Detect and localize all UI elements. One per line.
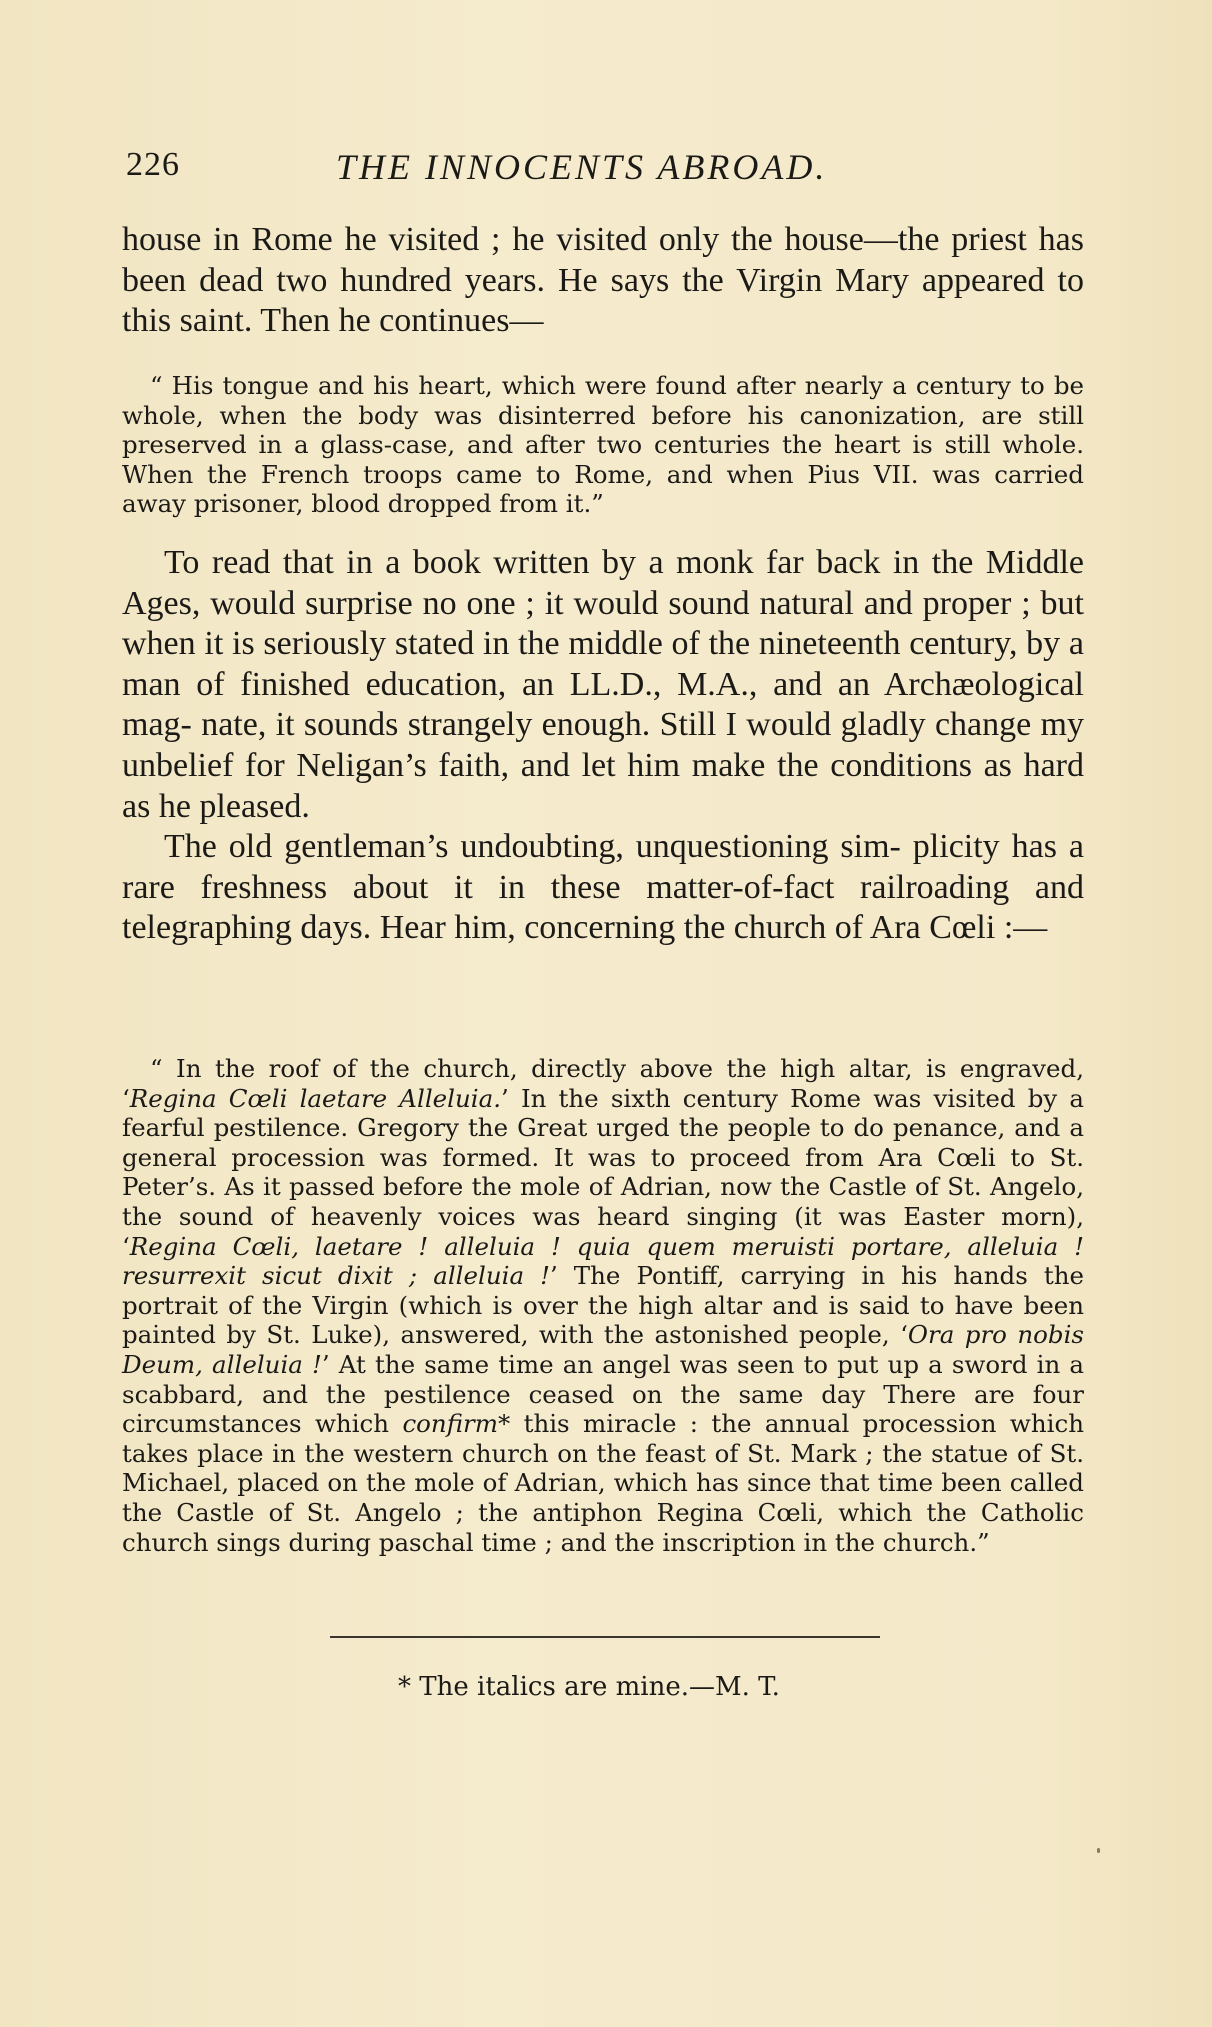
quotation-tongue-and-heart: “ His tongue and his heart, which were found after nearly a century to be whole, when the body was disinterred before his canonization, are still preserved in a glass-case, and after two centuries the heart is still whole. When the French troops came to Rome, and when Pius VII. was carried away prisoner, blood dropped from it.” [122, 371, 1084, 519]
quote-text-1: “ In the roof of the church, directly above the high altar, is engraved, ‘ [122, 1054, 1084, 1113]
quote-italic-2: Regina Cœli, laetare ! alleluia ! quia quem meruisti portare, alleluia ! resurrexit sicut dixit ; alleluia ! [122, 1231, 1084, 1291]
quote-text-4: ’ At the same time an angel was seen to put up a sword in a scabbard, and the pestilence ceased on the same day There are four circumstances which [122, 1349, 1084, 1439]
body-text-top [122, 220, 1084, 342]
footnote: * The italics are mine.—M. T. [398, 1672, 780, 1702]
page-header [126, 146, 1086, 196]
body-text-middle [122, 543, 1084, 949]
quote-block-2 [122, 1054, 1084, 1557]
quote-italic-3: Ora pro nobis Deum, alleluia ! [122, 1320, 1085, 1379]
quote-text-2: ’ In the sixth century Rome was visited by a fearful pestilence. Gregory the Great urged the people to do penance, and a general procession was formed. It was to proceed from Ara Cœli to St. Peter’s. As it passed before the mole of Adrian, now the Castle of St. Angelo, the sound of heavenly voices was heard singing (it was Easter morn), ‘ [122, 1083, 1085, 1261]
quote-text-5: * this miracle : the annual procession which takes place in the western church on the feast of St. Mark ; the statue of St. Michael, placed on the mole of Adrian, which has since that time been called the Castle of St. Angelo ; the antiphon Regina Cœli, which the Catholic church sings during paschal time ; and the inscription in the church.” [122, 1409, 1084, 1557]
paragraph-continuation: house in Rome he visited ; he visited only the house—the priest has been dead two hundred years. He says the Virgin Mary appeared to this saint. Then he continues— [122, 221, 1084, 340]
quote-block-1 [122, 371, 1084, 519]
quote-italic-4: confirm [402, 1409, 498, 1439]
paragraph-old-gentleman: The old gentleman’s undoubting, unquestioning sim- plicity has a rare freshness about it in these matter-of-fact railroading and telegraphing days. Hear him, concerning the church of Ara Cœli :— [122, 828, 1084, 947]
quote-text-3: ’ The Pontiff, carrying in his hands the portrait of the Virgin (which is over the high altar and is said to have been painted by St. Luke), answered, with the astonished people, ‘ [122, 1261, 1084, 1350]
quote-italic-1: Regina Cœli laetare Alleluia. [129, 1083, 502, 1113]
page-number: 226 [126, 146, 180, 183]
paper-speck [1097, 1848, 1100, 1853]
paragraph-monk-book: To read that in a book written by a monk far back in the Middle Ages, would surprise no one ; it would sound natural and proper ; but when it is seriously stated in the middle of the nineteenth century, by a man of finished education, an LL.D., M.A., and an Archæological mag- nate, it sounds strangely enough. Still I would gladly change my unbelief for Neligan’s faith, and let him make the conditions as hard as he pleased. [122, 544, 1084, 825]
running-title: THE INNOCENTS ABROAD. [336, 147, 828, 187]
quotation-ara-coeli [122, 1054, 1084, 1557]
footnote-divider [330, 1636, 880, 1638]
